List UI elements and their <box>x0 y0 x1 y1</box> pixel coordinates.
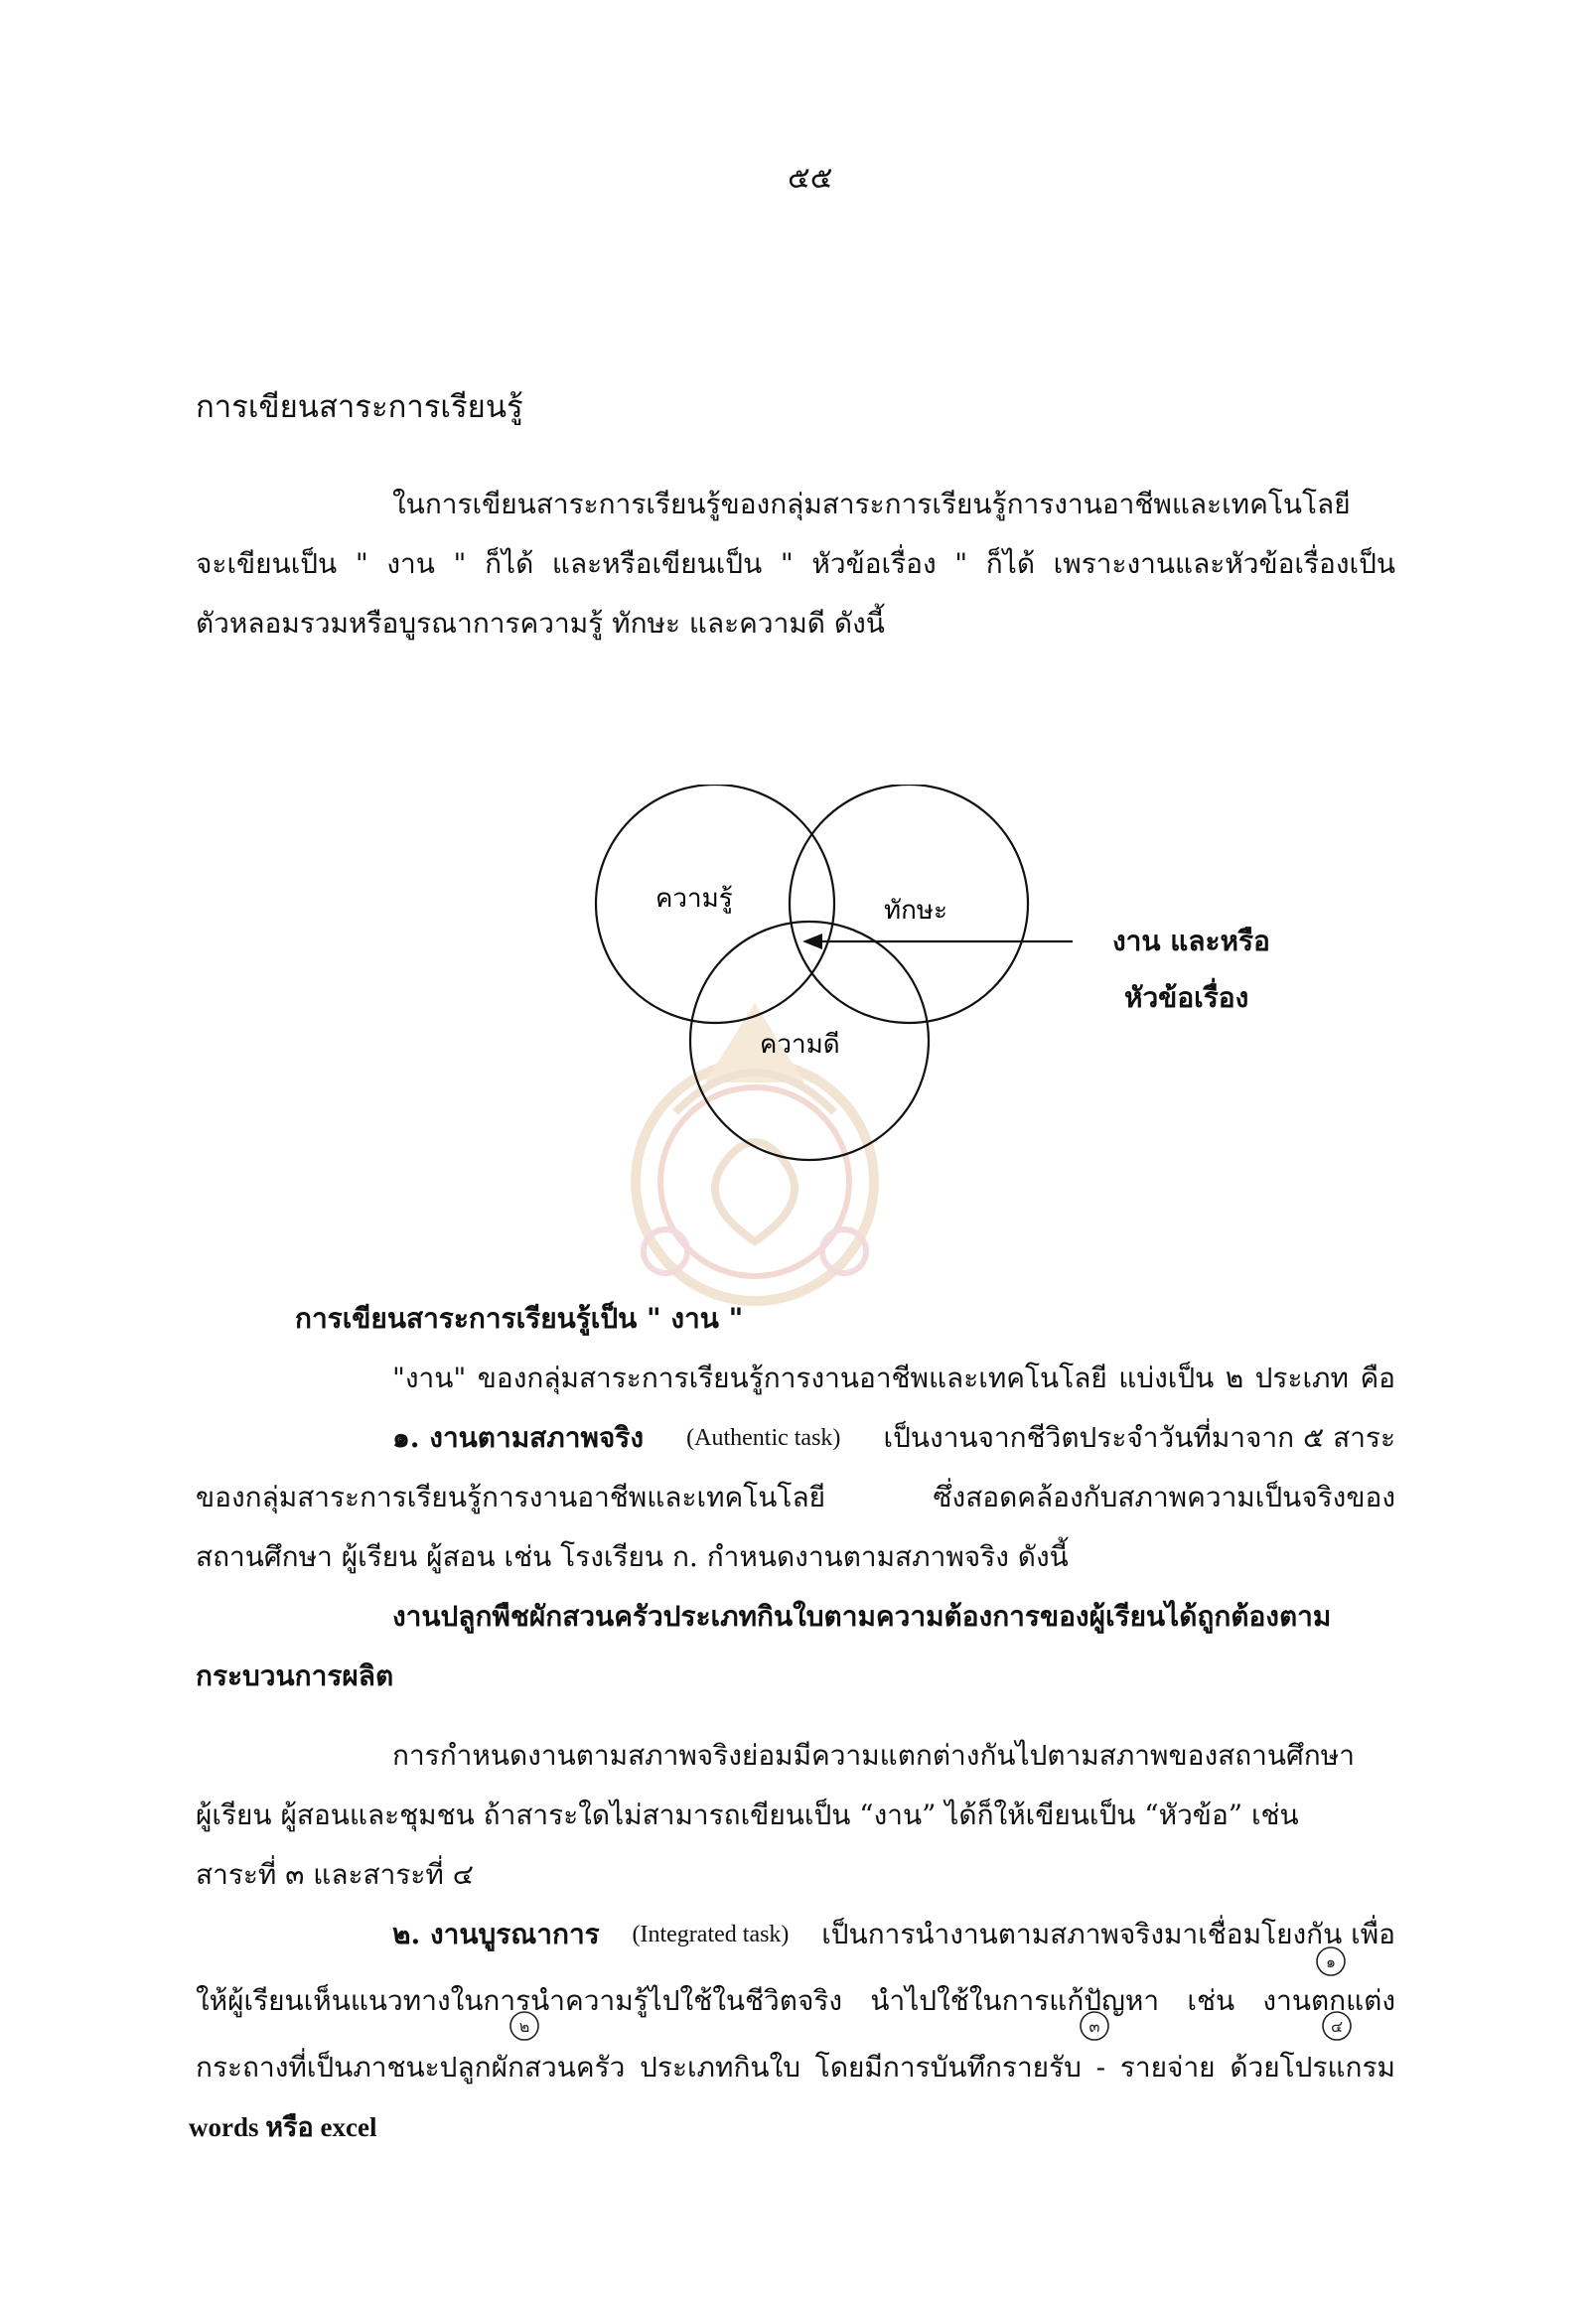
item2-rest: เป็นการนำงานตามสภาพจริงมาเชื่อมโยงกัน เพื่อ <box>821 1918 1395 1950</box>
label-knowledge: ความรู้ <box>655 884 733 914</box>
circled-mark-2-text: ๒ <box>518 2017 530 2036</box>
task-section-heading: การเขียนสาระการเรียนรู้เป็น " งาน " <box>295 1302 744 1335</box>
circled-mark-3-text: ๓ <box>1088 2017 1100 2036</box>
item2-line-2: ให้ผู้เรียนเห็นแนวทางในการนำความรู้ไปใช้ในชีวิตจริง นำไปใช้ในการแก้ปัญหา เช่น งานตกแต่ง <box>196 1984 1395 2017</box>
circled-mark-1-text: ๑ <box>1325 1952 1337 1971</box>
intro-line-1: ในการเขียนสาระการเรียนรู้ของกลุ่มสาระการเรียนรู้การงานอาชีพและเทคโนโลยี <box>392 488 1351 520</box>
item1-rest: เป็นงานจากชีวิตประจำวันที่มาจาก ๕ สาระ <box>883 1421 1395 1454</box>
intro-line-2: จะเขียนเป็น " งาน " ก็ได้ และหรือเขียนเป็น " หัวข้อเรื่อง " ก็ได้ เพราะงานและหัวข้อเรื่องเป็น <box>196 547 1395 580</box>
item2-line-3: กระถางที่เป็นภาชนะปลูกผักสวนครัว ประเภทกินใบ โดยมีการบันทึกรายรับ - รายจ่าย ด้วยโปรแกรม <box>196 2051 1395 2084</box>
task-definition: "งาน" ของกลุ่มสาระการเรียนรู้การงานอาชีพและเทคโนโลยี แบ่งเป็น ๒ ประเภท คือ <box>392 1362 1395 1394</box>
item1-example-line-1: งานปลูกพืชผักสวนครัวประเภทกินใบตามความต้องการของผู้เรียนได้ถูกต้องตาม <box>392 1600 1332 1633</box>
item1-note-line-3: สาระที่ ๓ และสาระที่ ๔ <box>196 1858 474 1891</box>
item1-note-line-2: ผู้เรียน ผู้สอนและชุมชน ถ้าสาระใดไม่สามารถเขียนเป็น “งาน” ได้ก็ให้เขียนเป็น “หัวข้อ” เช่น <box>196 1799 1299 1831</box>
item1-line-2: ของกลุ่มสาระการเรียนรู้การงานอาชีพและเทคโนโลยี ซึ่งสอดคล้องกับสภาพความเป็นจริงของ <box>196 1481 1395 1513</box>
item1-line-3: สถานศึกษา ผู้เรียน ผู้สอน เช่น โรงเรียน ก. กำหนดงานตามสภาพจริง ดังนี้ <box>196 1540 1069 1573</box>
item1-example-line-2: กระบวนการผลิต <box>196 1659 394 1692</box>
section-heading: การเขียนสาระการเรียนรู้ <box>196 389 523 425</box>
page-number: ๕๕ <box>788 161 833 196</box>
intro-line-3: ตัวหลอมรวมหรือบูรณาการความรู้ ทักษะ และความดี ดังนี้ <box>196 607 885 640</box>
item2-line-4: words หรือ excel <box>189 2112 377 2142</box>
item1-english: (Authentic task) <box>686 1425 841 1451</box>
item1-note-line-1: การกำหนดงานตามสภาพจริงย่อมมีความแตกต่างกันไปตามสภาพของสถานศึกษา <box>392 1739 1355 1772</box>
item1-title: ๑. งานตามสภาพจริง <box>392 1421 645 1454</box>
arrow-label-line-1: งาน และหรือ <box>1112 925 1270 957</box>
label-skill: ทักษะ <box>884 896 947 926</box>
label-virtue: ความดี <box>760 1030 840 1060</box>
item2-english: (Integrated task) <box>632 1922 790 1947</box>
item2-title: ๒. งานบูรณาการ <box>392 1918 600 1950</box>
arrow-label-line-2: หัวข้อเรื่อง <box>1124 981 1249 1014</box>
circled-mark-4-text: ๔ <box>1330 2017 1344 2036</box>
